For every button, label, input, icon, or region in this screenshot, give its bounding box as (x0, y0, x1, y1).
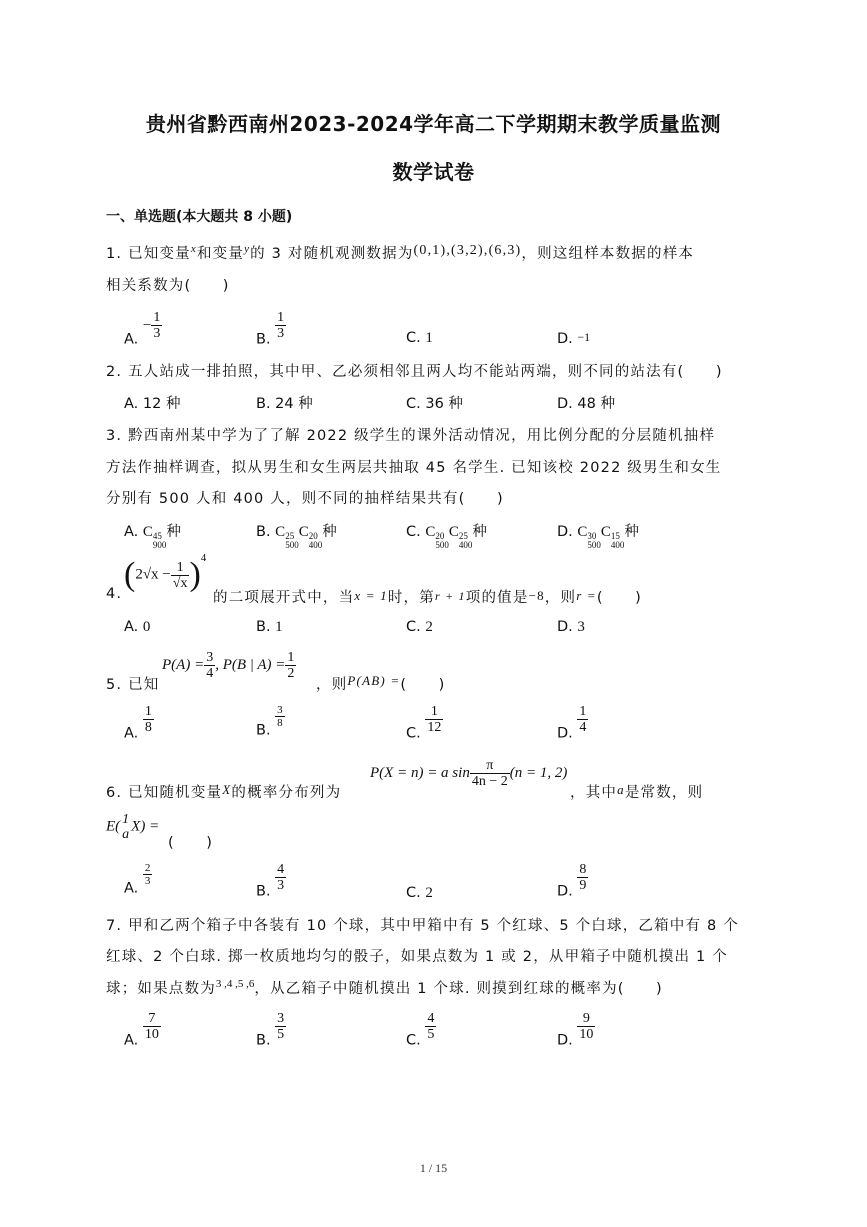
option-label: D. (557, 331, 573, 347)
question-text: ( ) (168, 835, 214, 851)
denominator: 12 (427, 720, 442, 735)
question-2 (106, 360, 723, 381)
fraction (143, 862, 153, 887)
question-number: 2. (106, 364, 123, 380)
denominator: 5 (427, 1027, 435, 1042)
question-text: 黔西南州某中学为了了解 2022 级学生的课外活动情况，用比例分配的分层随机抽样 (128, 428, 716, 444)
denominator: 4 (579, 720, 587, 735)
option-label: D. (557, 524, 573, 540)
comb-upper: 20 (308, 531, 318, 541)
math-expr: (n = 1, 2) (509, 765, 568, 781)
question-4 (213, 586, 642, 607)
option-label: B. (256, 331, 271, 348)
question-text: 是常数，则 (624, 785, 704, 801)
option-d (557, 862, 588, 900)
numerator: π (486, 758, 494, 773)
math-expr: x = 1 (354, 588, 388, 603)
denominator: 4 (206, 666, 214, 681)
math-expr: 1 (425, 330, 433, 346)
numerator: 1 (176, 559, 184, 575)
math-expr: (0,1),(3,2),(6,3) (413, 243, 522, 258)
option-value: 48 种 (577, 396, 615, 412)
fraction (275, 704, 285, 729)
question-number: 7. (106, 918, 123, 934)
fraction (171, 560, 190, 591)
question-text: ，其中 (570, 785, 618, 801)
option-b (256, 1011, 286, 1049)
comb-lower: 500 (587, 540, 601, 550)
option-c (406, 520, 487, 550)
question-5 (106, 673, 159, 694)
math-expr: r + 1 (434, 589, 466, 603)
math-expr: P(AB) = (347, 673, 401, 688)
math-expr: −1 (577, 330, 591, 344)
distribution-formula (370, 758, 567, 789)
option-b (256, 392, 313, 413)
expectation-expr (106, 812, 159, 842)
option-a (124, 619, 150, 636)
numerator: 2 (144, 862, 151, 874)
question-text: ，则 (544, 590, 577, 606)
option-label: D. (557, 725, 573, 742)
question-text: ，从乙箱子中随机摸出 1 个球. 则摸到红球的概率为( ) (254, 981, 663, 997)
fraction (470, 758, 510, 789)
question-text: 的二项展开式中，当 (213, 590, 355, 606)
option-label: D. (557, 883, 573, 900)
option-c (406, 1011, 436, 1049)
denominator: 3 (153, 326, 161, 341)
denominator: 3 (144, 875, 151, 887)
option-a (124, 392, 180, 413)
question-text: ，则这组样本数据的样本 (521, 246, 695, 262)
math-expr: , P(B | A) = (215, 657, 286, 673)
comb-upper: 25 (285, 531, 295, 541)
denominator: 2 (287, 666, 295, 681)
fraction (204, 650, 215, 681)
denominator: 10 (579, 1027, 594, 1042)
question-text (106, 977, 663, 998)
fraction (577, 862, 588, 893)
option-label: A. (124, 725, 139, 742)
comb-lower: 500 (435, 540, 449, 550)
numerator: 7 (148, 1011, 156, 1026)
question-text: 已知变量 (128, 246, 191, 262)
option-a (124, 862, 152, 897)
combination: C 25 500 C 20 400 (275, 524, 323, 550)
comb-lower: 500 (285, 540, 299, 550)
option-label: B. (256, 722, 271, 739)
denominator: 3 (277, 878, 285, 893)
numerator: 4 (427, 1011, 435, 1026)
option-value: 3 (577, 619, 585, 635)
fraction (275, 310, 286, 341)
fraction (425, 704, 443, 735)
math-expr: −8 (528, 588, 545, 603)
math-var: X (222, 782, 232, 797)
option-label: A. (124, 1032, 139, 1049)
option-suffix: 种 (624, 524, 639, 540)
option-suffix: 种 (472, 524, 487, 540)
math-expr: 2√x − (135, 566, 171, 583)
option-a (124, 704, 154, 742)
option-label: C. (406, 725, 421, 742)
question-number: 4. (106, 586, 123, 602)
question-text: 项的值是 (465, 590, 529, 606)
option-label: C. (406, 396, 421, 412)
numerator: 1 (144, 704, 152, 719)
comb-upper: 20 (435, 531, 445, 541)
numerator: 1 (287, 650, 295, 665)
question-text: ，则 (316, 677, 348, 693)
page-subtitle: 数学试卷 (392, 160, 475, 184)
option-label: C. (406, 619, 421, 635)
question-number: 5. (106, 677, 123, 693)
option-b (256, 862, 286, 900)
question-text: 五人站成一排拍照，其中甲、乙必须相邻且两人均不能站两端，则不同的站法有( ) (128, 364, 723, 380)
option-d (557, 392, 615, 413)
question-text (316, 673, 445, 694)
denominator: 5 (277, 1027, 285, 1042)
option-a (124, 520, 181, 550)
fraction (577, 1011, 595, 1042)
question-text: 的 3 对随机观测数据为 (250, 246, 414, 262)
numerator: 1 (153, 310, 161, 325)
option-c (406, 392, 463, 413)
option-b (256, 310, 286, 348)
denominator: 9 (579, 878, 587, 893)
option-value: 12 种 (142, 396, 181, 412)
given-probabilities (162, 650, 296, 681)
page-title: 贵州省黔西南州2023-2024学年高二下学期期末教学质量监测 (145, 112, 722, 136)
question-text: 已知随机变量 (128, 785, 223, 801)
option-label: A. (124, 619, 139, 635)
option-d (557, 1011, 595, 1049)
math-var: a (617, 782, 625, 797)
math-expr: E( (106, 818, 121, 835)
option-label: A. (124, 396, 139, 412)
option-label: C. (406, 1032, 421, 1049)
numerator: 3 (277, 1011, 285, 1026)
option-label: D. (557, 619, 573, 635)
question-3 (106, 424, 715, 445)
option-label: C. (406, 885, 421, 901)
option-label: B. (256, 883, 271, 900)
option-label: B. (256, 396, 271, 412)
option-label: C. (406, 524, 421, 540)
option-label: B. (256, 1032, 271, 1049)
denominator: 4n − 2 (471, 774, 508, 789)
denominator: 10 (144, 1027, 159, 1042)
option-value: 24 种 (275, 396, 313, 412)
comb-upper: 25 (458, 531, 468, 541)
comb-lower: 400 (610, 540, 625, 550)
question-6 (106, 781, 341, 802)
denominator: 8 (277, 717, 283, 729)
option-value: 36 种 (425, 396, 463, 412)
fraction (151, 310, 162, 341)
option-c (406, 619, 433, 636)
fraction (143, 704, 154, 735)
math-expr: 3 ,4 ,5 ,6 (215, 978, 255, 991)
option-d (557, 704, 588, 742)
combination: C 30 500 C 15 400 (577, 524, 625, 550)
numerator: 9 (582, 1011, 590, 1026)
option-b (256, 619, 283, 636)
option-value: 0 (142, 619, 151, 635)
comb-lower: 400 (458, 540, 473, 550)
comb-upper: 45 (152, 531, 162, 541)
option-d (557, 520, 639, 550)
fraction (285, 650, 296, 681)
fraction (143, 1011, 161, 1042)
numerator: 3 (277, 704, 283, 716)
question-text: 甲和乙两个箱子中各装有 10 个球，其中甲箱中有 5 个红球、5 个白球，乙箱中有 8 个 (128, 918, 739, 934)
option-label: A. (124, 524, 139, 540)
option-label: D. (557, 396, 573, 412)
option-c (406, 330, 433, 347)
option-a (124, 310, 162, 348)
numerator: 1 (122, 812, 130, 827)
combination: C 20 500 C 25 400 (425, 524, 473, 550)
math-expr: − (142, 317, 152, 334)
option-a (124, 1011, 161, 1049)
fraction (275, 1011, 286, 1042)
question-text: 相关系数为( ) (106, 278, 230, 294)
question-text (570, 781, 703, 802)
denominator: 8 (144, 720, 152, 735)
question-text: 分别有 500 人和 400 人，则不同的抽样结果共有( ) (106, 491, 504, 507)
numerator: 3 (206, 650, 214, 665)
question-number: 6. (106, 785, 123, 801)
numerator: 1 (579, 704, 587, 719)
question-text: 方法作抽样调查，拟从男生和女生两层共抽取 45 名学生. 已知该校 2022 级男生和女生 (106, 460, 722, 476)
numerator: 4 (277, 862, 285, 877)
combination: C 45 900 (142, 524, 167, 550)
question-text: 红球、2 个白球. 掷一枚质地均匀的骰子，如果点数为 1 或 2，从甲箱子中随机摸出 1 个 (106, 949, 728, 965)
math-expr: r = (576, 588, 597, 603)
numerator: 1 (277, 310, 285, 325)
math-var: x (190, 243, 197, 256)
math-expr: P(X = n) = a sin (370, 765, 470, 781)
math-expr: X) = (131, 818, 160, 835)
question-text: 的概率分布列为 (231, 785, 342, 801)
page-number: 1 / 15 (419, 1161, 448, 1175)
section-heading: 一、单选题(本大题共 8 小题) (106, 209, 293, 225)
option-c (406, 704, 443, 742)
comb-upper: 15 (610, 531, 620, 541)
comb-upper: 30 (587, 531, 597, 541)
question-text: ( ) (400, 677, 446, 693)
numerator: 8 (579, 862, 587, 877)
exponent: 4 (200, 552, 207, 564)
numerator: 1 (430, 704, 438, 719)
option-value: 1 (275, 619, 283, 635)
question-text: 已知 (128, 677, 160, 693)
question-text: 时，第 (387, 590, 435, 606)
option-label: B. (256, 619, 271, 635)
question-number: 3. (106, 428, 123, 444)
question-text: ( ) (596, 590, 643, 606)
denominator: √x (172, 575, 188, 591)
question-1 (106, 242, 694, 263)
question-text: 球；如果点数为 (106, 981, 216, 997)
option-b (256, 704, 285, 739)
option-label: D. (557, 1032, 573, 1049)
fraction (275, 862, 286, 893)
question-7 (106, 914, 739, 935)
option-d (557, 619, 585, 636)
fraction (577, 704, 588, 735)
question-text: 和变量 (196, 246, 245, 262)
math-expr: P(A) = (162, 657, 205, 673)
option-suffix: 种 (166, 524, 181, 540)
option-suffix: 种 (322, 524, 337, 540)
option-label: C. (406, 330, 421, 346)
question-number: 1. (106, 246, 123, 262)
denominator: 3 (277, 326, 285, 341)
math-var: y (244, 243, 251, 256)
denominator: a (122, 827, 130, 842)
fraction (425, 1011, 436, 1042)
option-b (256, 520, 337, 550)
option-label: A. (124, 331, 139, 348)
fraction (120, 812, 131, 842)
comb-lower: 900 (152, 540, 167, 550)
option-value: 2 (425, 619, 433, 635)
binomial-expression: (2√x − $\frac{1}{√x}$ )$^4$ (124, 552, 207, 593)
option-c (406, 885, 433, 902)
option-d (557, 330, 590, 347)
option-label: B. (256, 524, 271, 540)
option-value: 2 (425, 885, 433, 901)
option-label: A. (124, 880, 139, 897)
comb-lower: 400 (308, 540, 323, 550)
